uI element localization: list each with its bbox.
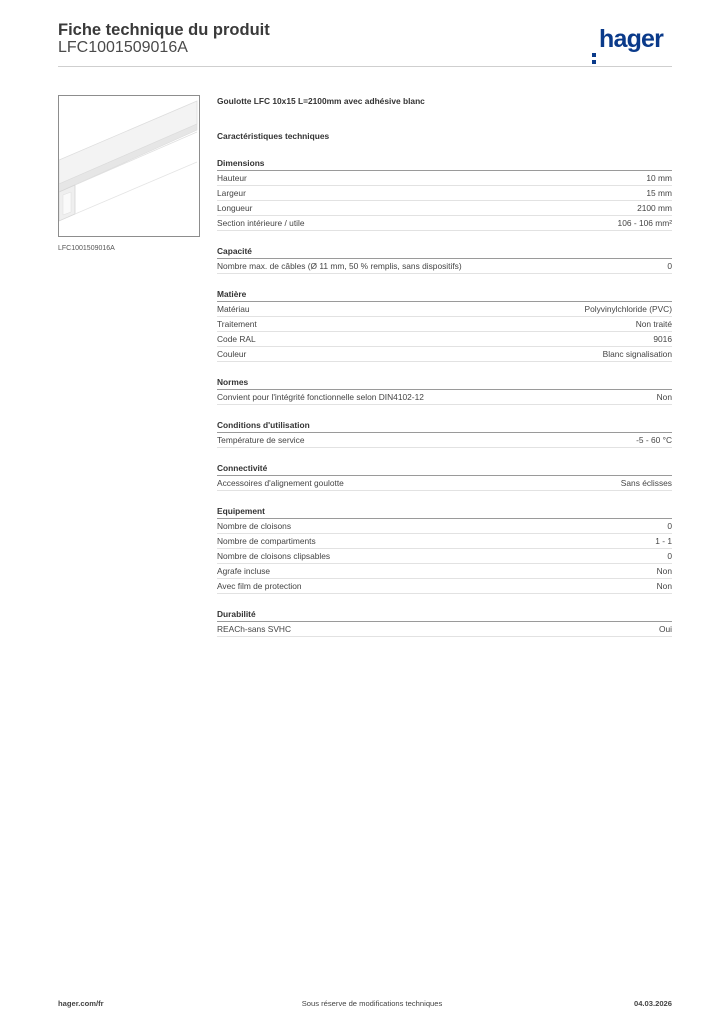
- spec-label: Avec film de protection: [217, 581, 302, 591]
- tech-heading: Caractéristiques techniques: [217, 131, 330, 141]
- product-title: Goulotte LFC 10x15 L=2100mm avec adhésive blanc: [217, 96, 425, 106]
- header-divider: [58, 66, 672, 67]
- spec-row: [217, 317, 672, 332]
- spec-label: Hauteur: [217, 173, 247, 183]
- spec-label: Matériau: [217, 304, 250, 314]
- spec-value: Non: [656, 581, 672, 591]
- spec-section: [217, 288, 672, 362]
- section-heading: Matière: [217, 288, 672, 302]
- spec-label: Section intérieure / utile: [217, 218, 305, 228]
- section-heading: Equipement: [217, 505, 672, 519]
- spec-row: [217, 347, 672, 362]
- spec-row: [217, 201, 672, 216]
- spec-value: 10 mm: [646, 173, 672, 183]
- spec-label: Largeur: [217, 188, 246, 198]
- spec-row: [217, 171, 672, 186]
- spec-value: Oui: [658, 624, 672, 634]
- spec-row: [217, 216, 672, 231]
- spec-value: 9016: [653, 334, 672, 344]
- spec-content: [217, 95, 672, 637]
- spec-row: [217, 433, 672, 448]
- spec-label: Longueur: [217, 203, 253, 213]
- spec-label: Nombre max. de câbles (Ø 11 mm, 50 % remplis, sans dispositifs): [217, 261, 462, 271]
- spec-value: Non: [656, 392, 672, 402]
- product-image: [58, 95, 200, 237]
- section-heading: Normes: [217, 376, 672, 390]
- section-heading: Conditions d'utilisation: [217, 419, 672, 433]
- page-title: Fiche technique du produit: [58, 21, 270, 39]
- spec-section: [217, 505, 672, 594]
- spec-row: [217, 332, 672, 347]
- spec-section: [217, 462, 672, 491]
- spec-value: Non traité: [635, 319, 672, 329]
- spec-row: [217, 476, 672, 491]
- spec-row: [217, 579, 672, 594]
- spec-label: Convient pour l'intégrité fonctionnelle selon DIN4102-12: [217, 392, 424, 402]
- footer-site: hager.com/fr: [58, 999, 104, 1008]
- spec-value: Sans éclisses: [620, 478, 672, 488]
- spec-sections: [217, 157, 672, 637]
- spec-row: [217, 622, 672, 637]
- spec-row: [217, 549, 672, 564]
- product-reference: LFC1001509016A: [58, 39, 188, 56]
- section-heading: Durabilité: [217, 608, 672, 622]
- hager-logo: hager: [592, 27, 663, 52]
- spec-value: 0: [667, 521, 672, 531]
- spec-section: [217, 608, 672, 637]
- spec-label: REACh-sans SVHC: [217, 624, 292, 634]
- spec-section: [217, 419, 672, 448]
- spec-section: [217, 376, 672, 405]
- section-heading: Capacité: [217, 245, 672, 259]
- spec-value: Blanc signalisation: [602, 349, 672, 359]
- spec-value: 2100 mm: [637, 203, 672, 213]
- spec-row: [217, 390, 672, 405]
- spec-label: Accessoires d'alignement goulotte: [217, 478, 344, 488]
- spec-label: Couleur: [217, 349, 247, 359]
- spec-value: 0: [667, 551, 672, 561]
- spec-section: [217, 157, 672, 231]
- cable-trunking-illustration: [59, 96, 199, 236]
- spec-value: -5 - 60 °C: [636, 435, 672, 445]
- footer-notice: Sous réserve de modifications techniques: [301, 999, 443, 1008]
- spec-row: [217, 564, 672, 579]
- spec-row: [217, 534, 672, 549]
- spec-section: [217, 245, 672, 274]
- spec-label: Nombre de compartiments: [217, 536, 316, 546]
- spec-label: Nombre de cloisons: [217, 521, 292, 531]
- spec-value: Polyvinylchloride (PVC): [584, 304, 672, 314]
- image-caption: LFC1001509016A: [58, 245, 115, 252]
- spec-value: 106 - 106 mm²: [617, 218, 672, 228]
- spec-value: Non: [656, 566, 672, 576]
- spec-row: [217, 186, 672, 201]
- spec-label: Nombre de cloisons clipsables: [217, 551, 331, 561]
- spec-value: 0: [667, 261, 672, 271]
- spec-row: [217, 259, 672, 274]
- footer-date: 04.03.2026: [633, 999, 672, 1008]
- spec-value: 15 mm: [646, 188, 672, 198]
- spec-row: [217, 519, 672, 534]
- spec-value: 1 - 1: [655, 536, 672, 546]
- spec-label: Traitement: [217, 319, 257, 329]
- spec-label: Température de service: [217, 435, 305, 445]
- spec-label: Agrafe incluse: [217, 566, 271, 576]
- spec-label: Code RAL: [217, 334, 256, 344]
- section-heading: Connectivité: [217, 462, 672, 476]
- section-heading: Dimensions: [217, 157, 672, 171]
- spec-row: [217, 302, 672, 317]
